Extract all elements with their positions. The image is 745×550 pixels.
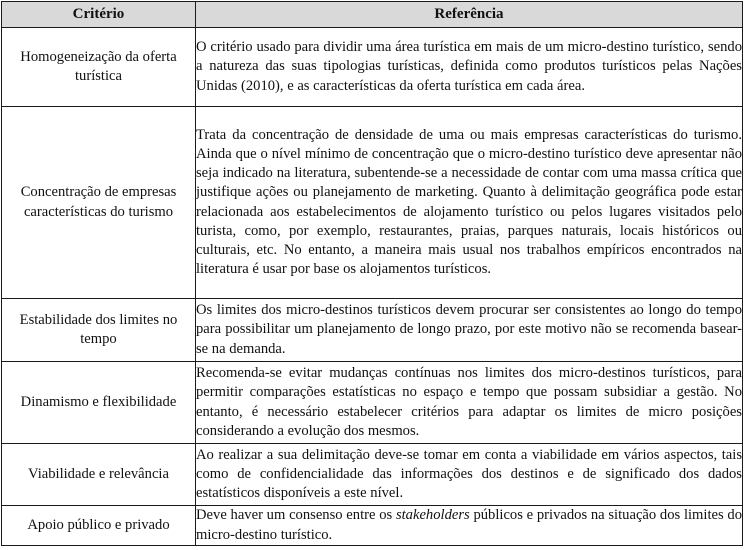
criterion-cell: Homogeneização da oferta turística [2,28,196,107]
reference-text-after: públicos e privados na situação dos limites do micro-destino turístico. [196,507,743,543]
criteria-table [1,1,743,546]
table-row [2,299,743,362]
criterion-cell: Viabilidade e relevância [2,444,196,506]
reference-cell [196,506,743,546]
table-row [2,28,743,107]
criterion-cell: Concentração de empresas características do turismo [2,107,196,299]
criterion-cell: Estabilidade dos limites no tempo [2,299,196,362]
reference-text-italic: stakeholders [395,507,470,524]
header-row [2,2,743,28]
criterion-cell: Dinamismo e flexibilidade [2,362,196,444]
reference-cell: Recomenda-se evitar mudanças contínuas nos limites dos micro-destinos turísticos, para permitir comparações estatísticas no espaço e tempo que possam subsidiar a gestão. No entanto, é necessário estabelecer critérios para adaptar os limites de micro posições considerando a evolução dos mesmos. [196,362,743,444]
table-row [2,107,743,299]
table-row [2,362,743,444]
table-row [2,444,743,506]
reference-cell: Os limites dos micro-destinos turísticos devem procurar ser consistentes ao longo do tempo para possibilitar um planejamento de longo prazo, por este motivo não se recomenda basear-se na demanda. [196,299,743,362]
header-reference: Referência [196,2,743,28]
reference-cell: Ao realizar a sua delimitação deve-se tomar em conta a viabilidade em vários aspectos, tais como de confidencialidade das informações dos destinos e de significado dos dados estatísticos disponíveis a este nível. [196,444,743,506]
reference-cell: O critério usado para dividir uma área turística em mais de um micro-destino turístico, sendo a natureza das suas tipologias turísticas, definida como produtos turísticos pelas Nações Unidas (2010), e as características da oferta turística em cada área. [196,28,743,107]
criterion-cell: Apoio público e privado [2,506,196,546]
table-row [2,506,743,546]
header-criterion: Critério [2,2,196,28]
reference-text-before: Deve haver um consenso entre os [196,507,396,524]
reference-cell: Trata da concentração de densidade de uma ou mais empresas características do turismo. Ainda que o nível mínimo de concentração que o micro-destino turístico deve apresentar não seja indicado na literatura, subentende-se a necessidade de contar com uma massa crítica que justifique ações ou planejamento de marketing. Quanto à delimitação geográfica pode estar relacionada aos estabelecimentos de alojamento turístico ou pelos lugares visitados pelo turista, como, por exemplo, restaurantes, praias, parques naturais, locais históricos ou culturais, etc. No entanto, a maneira mais usual nos trabalhos empíricos encontrados na literatura é usar por base os alojamentos turísticos. [196,107,743,299]
